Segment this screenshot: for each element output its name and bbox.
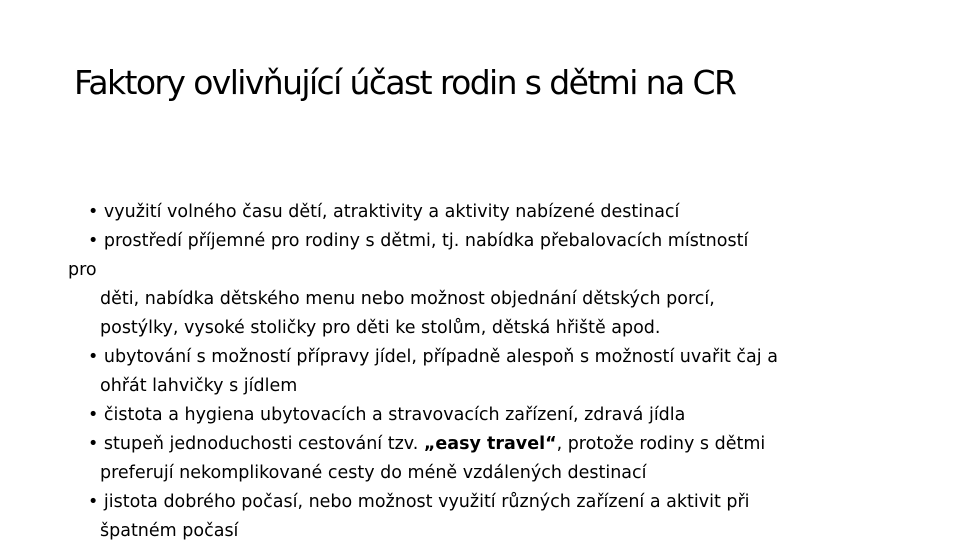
bullet-text: , protože rodiny s dětmi [556,434,766,454]
bullet-list [68,198,948,540]
slide-title: Faktory ovlivňující účast rodin s dětmi na CR [74,63,736,102]
bullet-line: • ubytování s možností přípravy jídel, případně alespoň s možností uvařit čaj a [88,347,778,367]
bullet-line [88,430,948,459]
bullet-text: • stupeň jednoduchosti cestování tzv. [88,434,424,454]
bullet-line: postýlky, vysoké stoličky pro děti ke stolům, dětská hřiště apod. [100,318,661,338]
bullet-line: • prostředí příjemné pro rodiny s dětmi, tj. nabídka přebalovacích místností [88,231,749,251]
bullet-line: pro [68,260,97,280]
bullet-line: ohřát lahvičky s jídlem [100,376,298,396]
emphasis-text: „easy travel“ [423,434,557,454]
bullet-line: špatném počasí [100,521,239,540]
bullet-line: děti, nabídka dětského menu nebo možnost objednání dětských porcí, [100,289,715,309]
bullet-line: preferují nekomplikované cesty do méně vzdálených destinací [100,463,647,483]
bullet-line: • čistota a hygiena ubytovacích a stravovacích zařízení, zdravá jídla [88,405,686,425]
bullet-line: • využití volného času dětí, atraktivity a aktivity nabízené destinací [88,202,680,222]
bullet-line: • jistota dobrého počasí, nebo možnost využití různých zařízení a aktivit při [88,492,750,512]
